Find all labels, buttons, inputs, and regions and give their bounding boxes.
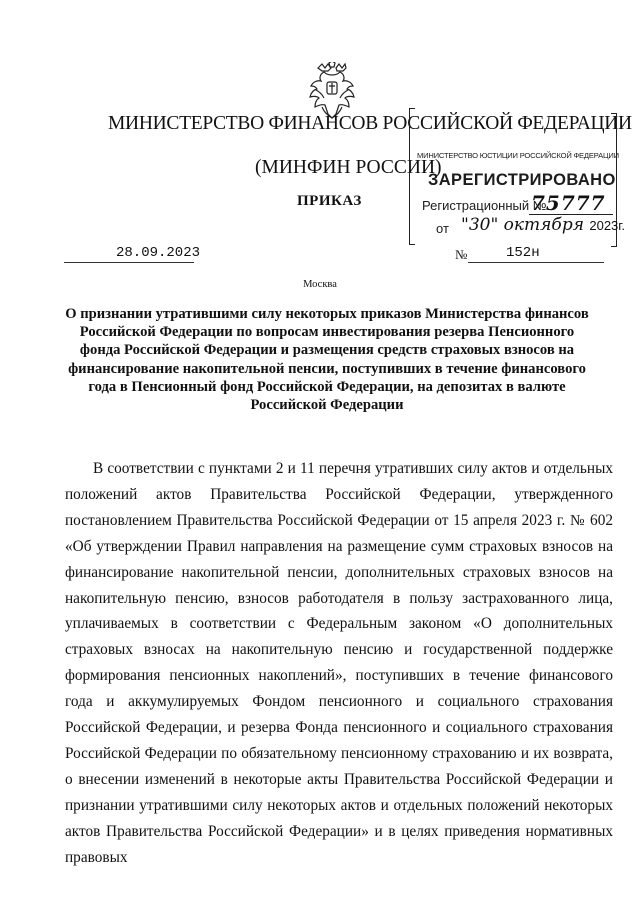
stamp-registration-number: 75777: [531, 191, 606, 215]
stamp-date-handwritten: "30" октября: [461, 215, 584, 235]
city: Москва: [303, 279, 337, 290]
coat-of-arms-icon: [308, 62, 356, 120]
stamp-date-prefix: от: [436, 221, 449, 236]
body-paragraph: В соответствии с пунктами 2 и 11 перечня утративших силу актов и отдельных положений актов Правительства Российской Федерации, утвержденного постановлением Правительства Российской Федерации от 15 апреля 2023 г. № 602 «Об утверждении Правил направления на размещение сумм страховых взносов на финансирование накопительной пенсии, дополнительных страховых взносов на накопительную пенсию, взносов работодателя в пользу застрахованного лица, уплачиваемых в соответствии с Федеральным законом «О дополнительных страховых взносах на накопительную пенсию и государственной поддержке формирования пенсионных накоплений», поступивших в течение финансового года и аккумулируемых Фондом пенсионного и социального страхования Российской Федерации, и резерва Фонда пенсионного и социального страхования Российской Федерации по обязательному пенсионному страхованию и их возврата, о внесении изменений в некоторые акты Правительства Российской Федерации и признании утратившими силу некоторых актов и отдельных положений некоторых актов Правительства Российской Федерации» и в целях приведения нормативных правовых: [65, 460, 613, 866]
order-date: 28.09.2023: [116, 245, 201, 261]
order-title: О признании утратившими силу некоторых приказов Министерства финансов Российской Федерации по вопросам инвестирования резерва Пенсионного фонда Российской Федерации и размещения средств страховых взносов на финансирование накопительной пенсии, поступивших в течение финансового года в Пенсионный фонд Российской Федерации, на депозитах в валюте Российской Федерации: [65, 306, 589, 414]
ministry-short-name: (МИНФИН РОССИИ): [255, 157, 442, 178]
order-number-sign: №: [455, 247, 468, 262]
registration-stamp: [409, 108, 626, 248]
ministry-name: МИНИСТЕРСТВО ФИНАНСОВ РОССИЙСКОЙ ФЕДЕРАЦИИ: [108, 113, 632, 134]
stamp-registered: ЗАРЕГИСТРИРОВАНО: [428, 171, 616, 189]
stamp-frame-left: [409, 108, 415, 245]
order-body: [65, 456, 613, 871]
stamp-organization: МИНИСТЕРСТВО ЮСТИЦИИ РОССИЙСКОЙ ФЕДЕРАЦИИ: [417, 151, 619, 160]
document-type: ПРИКАЗ: [297, 193, 362, 209]
stamp-registration-label: Регистрационный №: [422, 198, 547, 213]
order-date-underline: [64, 262, 194, 263]
order-number-underline: [468, 262, 604, 263]
order-number: 152н: [506, 245, 540, 261]
stamp-registration-date: [453, 215, 625, 235]
stamp-year: 2023г.: [589, 218, 626, 233]
